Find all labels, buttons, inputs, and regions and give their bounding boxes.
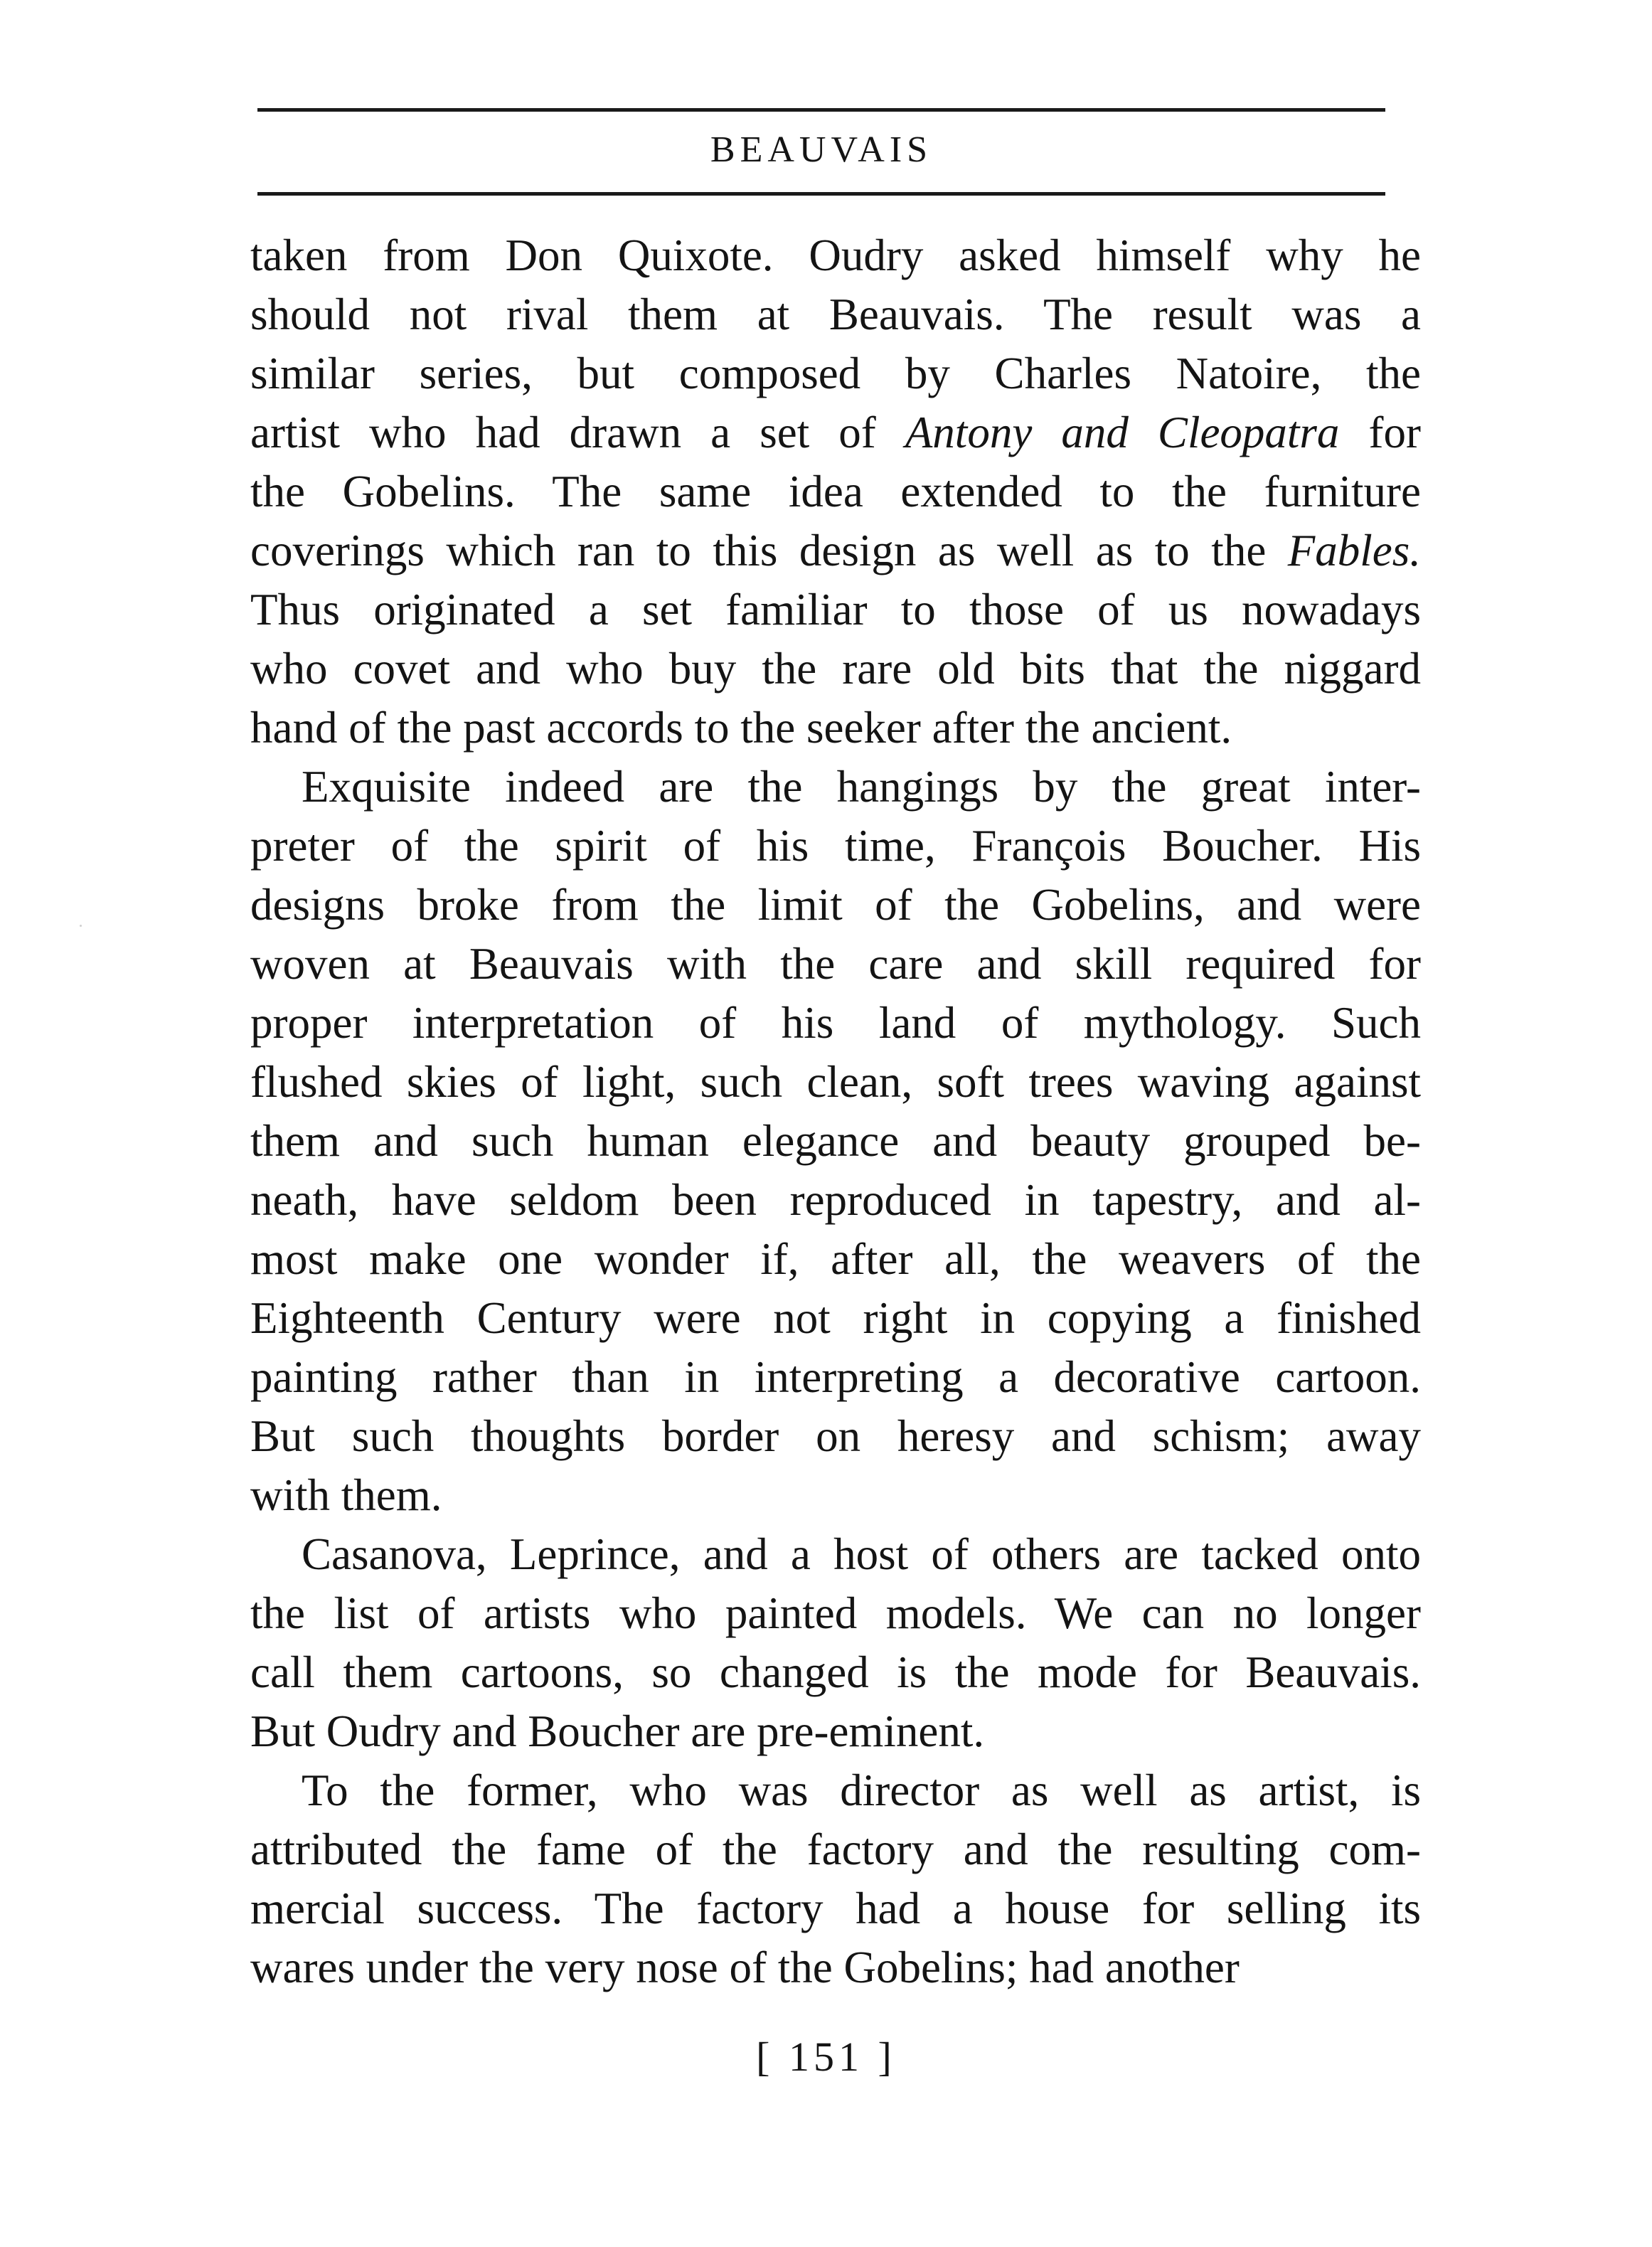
text-line: the Gobelins. The same idea extended to the furniture [250, 467, 1421, 516]
paragraph [250, 758, 1421, 1525]
text-line: similar series, but composed by Charles Natoire, the [250, 349, 1421, 398]
paper-speck [80, 925, 82, 927]
paragraph [250, 1525, 1421, 1761]
text-line: But Oudry and Boucher are pre-eminent. [250, 1706, 985, 1756]
text-line: should not rival them at Beauvais. The result was a [250, 289, 1421, 339]
text-run: artist who had drawn a set of [250, 408, 905, 457]
text-line: call them cartoons, so changed is the mode for Beauvais. [250, 1647, 1421, 1697]
text-line: preter of the spirit of his time, François Boucher. His [250, 821, 1421, 871]
text-line: taken from Don Quixote. Oudry asked himself why he [250, 230, 1421, 280]
text-line: To the former, who was director as well as artist, is [302, 1765, 1421, 1815]
text-line: But such thoughts border on heresy and schism; away [250, 1411, 1421, 1461]
text-line: mercial success. The factory had a house for selling its [250, 1884, 1421, 1933]
text-line: who covet and who buy the rare old bits that the niggard [250, 644, 1421, 694]
text-line [250, 403, 1421, 462]
text-line: most make one wonder if, after all, the weavers of the [250, 1234, 1421, 1284]
page-number: [ 151 ] [756, 2034, 896, 2080]
text-line: neath, have seldom been reproduced in tapestry, and al- [250, 1175, 1421, 1225]
text-line: hand of the past accords to the seeker after the ancient. [250, 703, 1232, 753]
text-line: Thus originated a set familiar to those of us nowadays [250, 585, 1421, 634]
header-rule-top [257, 108, 1385, 112]
text-line: Eighteenth Century were not right in copying a finished [250, 1293, 1421, 1343]
italic-title: Antony and Cleopatra [905, 408, 1340, 457]
text-run: for [1339, 408, 1421, 457]
italic-title: Fables. [1287, 526, 1421, 575]
header-rule-bottom [257, 192, 1385, 196]
paragraph [250, 226, 1421, 758]
text-line: them and such human elegance and beauty grouped be- [250, 1116, 1421, 1166]
text-line: painting rather than in interpreting a decorative cartoon. [250, 1352, 1421, 1402]
running-head: BEAUVAIS [710, 129, 933, 170]
text-line: the list of artists who painted models. We can no longer [250, 1588, 1421, 1638]
text-run: coverings which ran to this design as well as to the [250, 526, 1288, 575]
text-line: Exquisite indeed are the hangings by the great inter- [302, 762, 1421, 812]
text-line: proper interpretation of his land of mythology. Such [250, 998, 1421, 1048]
text-line [250, 521, 1421, 580]
text-line: with them. [250, 1470, 442, 1520]
text-line: woven at Beauvais with the care and skill required for [250, 939, 1421, 989]
body-text [250, 226, 1421, 1997]
text-line: flushed skies of light, such clean, soft trees waving against [250, 1057, 1421, 1107]
text-line: designs broke from the limit of the Gobelins, and were [250, 880, 1421, 930]
text-line: Casanova, Leprince, and a host of others are tacked onto [302, 1529, 1421, 1579]
text-line: attributed the fame of the factory and the resulting com- [250, 1824, 1421, 1874]
paragraph [250, 1761, 1421, 1997]
text-line: wares under the very nose of the Gobelins; had another [250, 1943, 1240, 1992]
